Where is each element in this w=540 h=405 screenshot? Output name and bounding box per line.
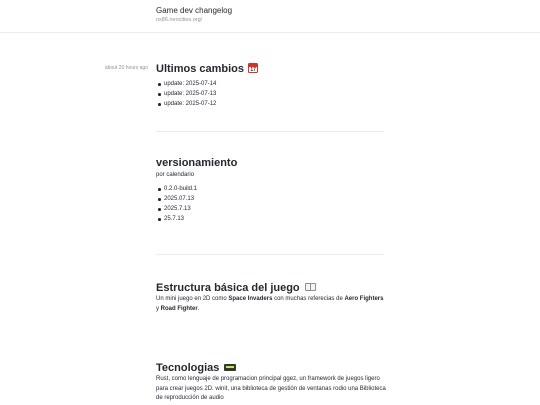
list-item: update: 2025-07-12 <box>156 99 388 109</box>
post-title[interactable] <box>156 362 388 375</box>
post-title[interactable]: versionamiento <box>156 157 238 169</box>
post-divider <box>156 254 384 255</box>
site-url[interactable]: nx86.neocities.org/ <box>156 17 203 23</box>
post-estructura <box>156 282 388 314</box>
post-title-text: Ultimos cambios <box>156 63 245 75</box>
list-item: update: 2025-07-14 <box>156 79 388 89</box>
post-title[interactable] <box>156 282 388 295</box>
post-versionamiento <box>156 157 388 224</box>
highlight-space-invaders: Space Invaders <box>228 296 273 302</box>
pager-icon <box>224 364 236 371</box>
post-body: Un mini juego en 2D como Space Invaders con muchas referecias de Aero Fighters y Road Fighter. <box>156 296 384 312</box>
post-body: Rust, como lenguaje de programacion principal ggez, un framework de juegos ligero para crear juegos 2D. winit, una biblioteca de gestión de ventanas rodio una Biblioteca de reproducción de audio <box>156 376 386 401</box>
post-title[interactable] <box>156 63 388 76</box>
post-title-text: Tecnologias <box>156 362 220 374</box>
post-ultimos-cambios <box>156 63 388 109</box>
highlight-road-fighter: Road Fighter <box>160 305 198 312</box>
update-list <box>156 79 388 109</box>
calendar-icon: 17 <box>248 63 258 73</box>
post-divider <box>156 131 384 132</box>
version-list <box>156 184 388 224</box>
post-subtitle: por calendario <box>156 172 195 178</box>
highlight-aero-fighters: Aero Fighters <box>344 296 384 302</box>
list-item: 25.7.13 <box>156 214 388 224</box>
list-item: update: 2025-07-13 <box>156 89 388 99</box>
list-item: 2025.7.13 <box>156 204 388 214</box>
post-title-text: Estructura básica del juego <box>156 282 300 294</box>
book-icon <box>305 283 316 291</box>
list-item: 0.2.0-build.1 <box>156 184 388 194</box>
site-title[interactable]: Game dev changelog <box>156 6 233 15</box>
list-item: 2025.07.13 <box>156 194 388 204</box>
post-timestamp: about 20 hours ago <box>104 65 148 71</box>
site-header <box>0 0 540 33</box>
post-tecnologias <box>156 362 388 404</box>
